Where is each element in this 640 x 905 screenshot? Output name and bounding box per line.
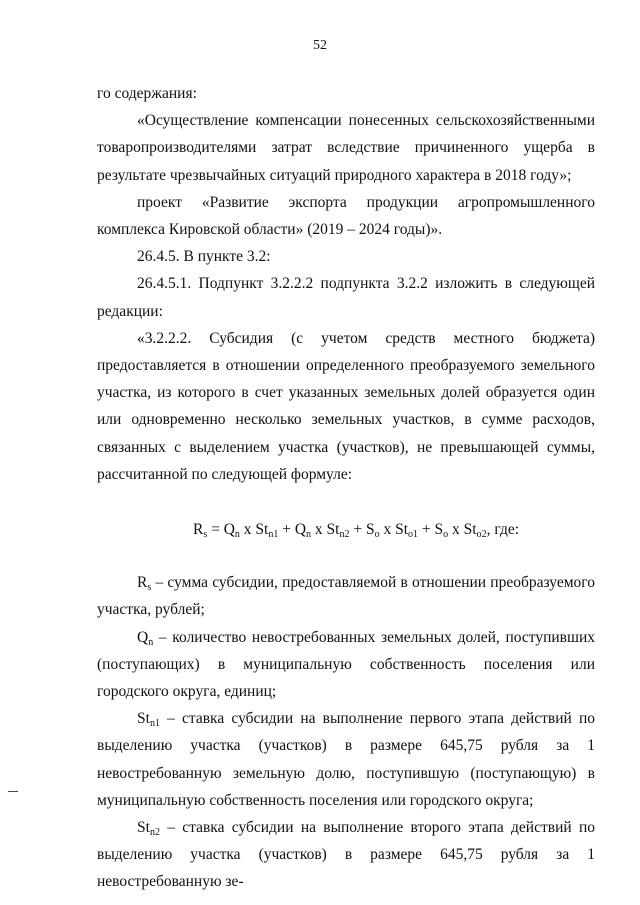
formula-q1-sub: n	[234, 529, 240, 541]
definition-qn-sub: n	[148, 636, 154, 648]
definition-stn2-symbol: St	[137, 819, 150, 837]
definition-rs-symbol: R	[137, 574, 148, 592]
subsidy-formula	[97, 516, 595, 543]
definition-rs	[97, 569, 595, 623]
page-number: 52	[313, 38, 327, 53]
document-body	[97, 80, 595, 896]
definition-stn2	[97, 814, 595, 896]
definition-rs-sub: s	[147, 582, 152, 594]
formula-eq: =	[207, 521, 224, 539]
margin-mark	[8, 791, 18, 792]
formula-plus2: + S	[349, 521, 375, 539]
paragraph-export-project: проект «Развитие экспорта продукции агропромышленного комплекса Кировской области» (2019 – 2024 годы)».	[97, 193, 595, 239]
formula-plus1: + Q	[278, 521, 307, 539]
formula-st1-sub: n1	[268, 529, 279, 541]
definition-qn-symbol: Q	[137, 628, 149, 646]
formula-x4: x St	[448, 521, 477, 539]
formula-x3: x St	[379, 521, 409, 539]
formula-q2-sub: n	[306, 529, 312, 541]
definition-stn2-sub: n2	[149, 827, 160, 839]
paragraph-clause-26-4-5-1: 26.4.5.1. Подпункт 3.2.2.2 подпункта 3.2.2 изложить в следующей редакции:	[97, 275, 595, 320]
formula-rs-sub: s	[203, 529, 208, 541]
formula-s1-sub: o	[374, 529, 380, 541]
definition-stn1-sub: n1	[149, 718, 160, 730]
formula-s2-sub: o	[443, 529, 449, 541]
paragraph-continuation: го содержания:	[97, 85, 197, 102]
paragraph-project-title: «Осуществление компенсации понесенных сельскохозяйственными товаропроизводителями затрат вследствие причиненного ущерба в результате чрезвычайных ситуаций природного характера в 2018 году»;	[97, 112, 595, 184]
formula-st2-sub: n2	[339, 529, 350, 541]
definition-stn1-text: – ставка субсидии на выполнение первого этапа действий по выделению участка (участков) в размере 645,75 рубля за 1 невостребованную земельную долю, поступившую (поступающую) в муниципальную собственность поселения или городского округа;	[97, 710, 595, 809]
formula-rs: R	[192, 521, 204, 539]
formula-st3-sub: o1	[408, 529, 419, 541]
paragraph-clause-26-4-5: 26.4.5. В пункте 3.2:	[137, 248, 271, 266]
paragraph-subsidy-text: «3.2.2.2. Субсидия (с учетом средств местного бюджета) предоставляется в отношении определенного преобразуемого земельного участка, из которого в счет указанных земельных долей образуется один или одновременно несколько земельных участков, в сумме расходов, связанных с выделением участка (участков), не превышающей суммы, рассчитанной по следующей формуле:	[97, 329, 595, 483]
definition-stn1-symbol: St	[137, 710, 150, 728]
definition-stn2-text: – ставка субсидии на выполнение второго этапа действий по выделению участка (участков) в размере 645,75 рубля за 1 невостребованную зе-	[97, 819, 595, 891]
formula-tail: , где:	[486, 521, 520, 539]
formula-x1: x St	[239, 521, 269, 539]
formula-st4-sub: o2	[476, 529, 487, 541]
formula-q1: Q	[223, 521, 235, 539]
definition-qn-text: – количество невостребованных земельных долей, поступивших (поступающих) в муниципальную собственность поселения или городского округа, единиц;	[97, 628, 595, 701]
formula-plus3: + S	[418, 521, 444, 539]
definition-qn	[97, 624, 595, 706]
definition-rs-text: – сумма субсидии, предоставляемой в отношении преобразуемого участка, рублей;	[97, 574, 595, 619]
definition-stn1	[97, 705, 595, 814]
formula-x2: x St	[311, 521, 340, 539]
